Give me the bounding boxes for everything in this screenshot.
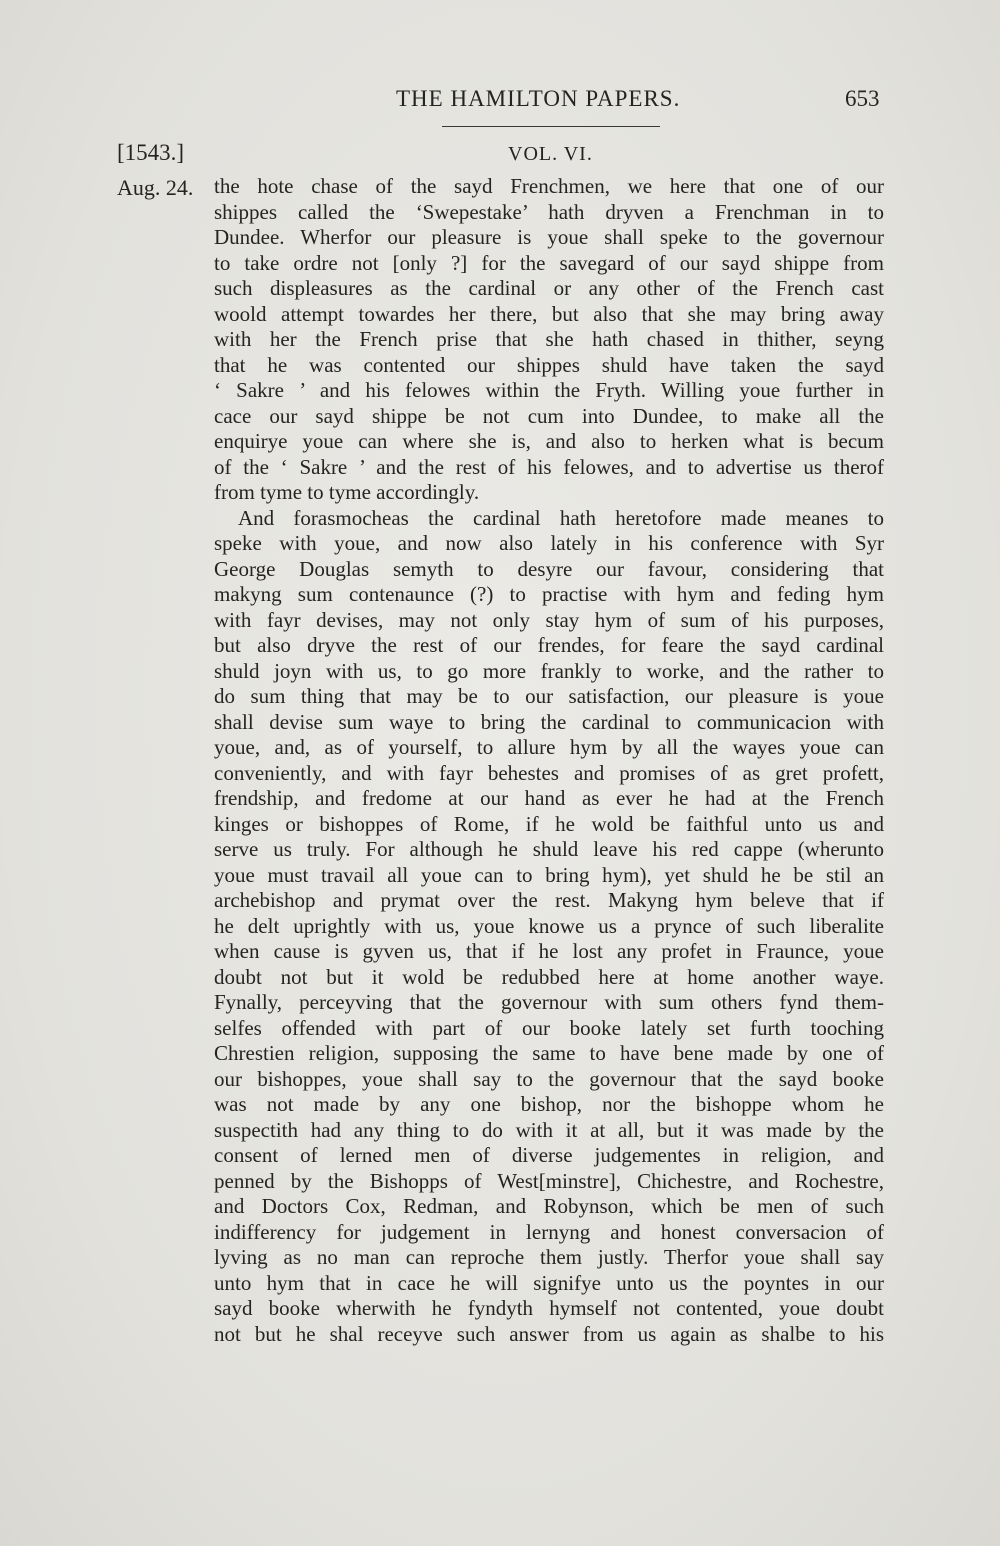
margin-date: Aug. 24. xyxy=(117,175,194,200)
text-line: enquirye youe can where she is, and also to herken what is becum xyxy=(214,429,884,453)
running-title: THE HAMILTON PAPERS. xyxy=(396,86,681,111)
text-line: unto hym that in cace he will signifye unto us the poyntes in our xyxy=(214,1270,884,1295)
body-text xyxy=(214,174,884,1347)
text-line: of the ‘ Sakre ’ and the rest of his felowes, and to advertise us therof xyxy=(214,454,884,479)
text-line: youe must travail all youe can to bring hym), yet shuld he be stil an xyxy=(214,862,884,887)
text-line: cace our sayd shippe be not cum into Dundee, to make all the xyxy=(214,403,884,428)
title-rule xyxy=(442,126,660,127)
text-line: he delt uprightly with us, youe knowe us a prynce of such liberalite xyxy=(214,913,884,938)
text-line: George Douglas semyth to desyre our favour, considering that xyxy=(214,556,884,581)
text-line: serve us truly. For although he shuld leave his red cappe (wherunto xyxy=(214,837,884,861)
volume-heading: VOL. VI. xyxy=(508,143,593,165)
text-line: selfes offended with part of our booke lately set furth tooching xyxy=(214,1015,884,1040)
text-line: such displeasures as the cardinal or any other of the French cast xyxy=(214,276,884,300)
text-line: not but he shal receyve such answer from us again as shalbe to his xyxy=(214,1321,884,1346)
text-line: and Doctors Cox, Redman, and Robynson, which be men of such xyxy=(214,1194,884,1218)
text-line: shuld joyn with us, to go more frankly to worke, and the rather to xyxy=(214,658,884,683)
text-line: makyng sum contenaunce (?) to practise with hym and feding hym xyxy=(214,582,884,606)
text-line: was not made by any one bishop, nor the bishoppe whom he xyxy=(214,1092,884,1116)
text-line: do sum thing that may be to our satisfaction, our pleasure is youe xyxy=(214,684,884,708)
text-line: with fayr devises, may not only stay hym of sum of his purposes, xyxy=(214,607,884,632)
year-heading: [1543.] xyxy=(117,140,185,165)
text-line: sayd booke wherwith he fyndyth hymself not contented, youe doubt xyxy=(214,1296,884,1320)
text-line: from tyme to tyme accordingly. xyxy=(214,480,480,504)
text-line: to take ordre not [only ?] for the savegard of our sayd shippe from xyxy=(214,250,884,275)
text-line: when cause is gyven us, that if he lost any profet in Fraunce, youe xyxy=(214,939,884,963)
text-line: consent of lerned men of diverse judgementes in religion, and xyxy=(214,1143,884,1167)
text-line: but also dryve the rest of our frendes, for feare the sayd cardinal xyxy=(214,633,884,657)
text-line: our bishoppes, youe shall say to the governour that the sayd booke xyxy=(214,1066,884,1091)
text-line: youe, and, as of yourself, to allure hym by all the wayes youe can xyxy=(214,735,884,759)
text-line: kinges or bishoppes of Rome, if he wold be faithful unto us and xyxy=(214,811,884,836)
text-line: Dundee. Wherfor our pleasure is youe shall speke to the governour xyxy=(214,225,884,249)
text-line: speke with youe, and now also lately in his conference with Syr xyxy=(214,531,884,555)
page-number: 653 xyxy=(845,86,880,111)
text-line: penned by the Bishopps of West[minstre], Chichestre, and Rochestre, xyxy=(214,1168,884,1193)
text-line: indifferency for judgement in lernyng and honest conversacion of xyxy=(214,1219,884,1244)
text-line: suspectith had any thing to do with it at all, but it was made by the xyxy=(214,1117,884,1142)
text-line: Fynally, perceyving that the governour with sum others fynd them- xyxy=(214,990,884,1014)
text-line: with her the French prise that she hath chased in thither, seyng xyxy=(214,327,884,351)
text-line: conveniently, and with fayr behestes and promises of as gret profett, xyxy=(214,760,884,785)
text-line: archebishop and prymat over the rest. Makyng hym beleve that if xyxy=(214,888,884,912)
text-line: ‘ Sakre ’ and his felowes within the Fryth. Willing youe further in xyxy=(214,378,884,402)
text-line: And forasmocheas the cardinal hath heretofore made meanes to xyxy=(238,505,884,530)
text-line: Chrestien religion, supposing the same to have bene made by one of xyxy=(214,1041,884,1065)
text-line: doubt not but it wold be redubbed here at home another waye. xyxy=(214,964,884,989)
text-line: lyving as no man can reproche them justly. Therfor youe shall say xyxy=(214,1245,884,1269)
text-line: shall devise sum waye to bring the cardinal to communicacion with xyxy=(214,709,884,734)
text-line: woold attempt towardes her there, but also that she may bring away xyxy=(214,301,884,326)
text-line: the hote chase of the sayd Frenchmen, we here that one of our xyxy=(214,174,884,198)
text-line: frendship, and fredome at our hand as ever he had at the French xyxy=(214,786,884,810)
text-line: that he was contented our shippes shuld have taken the sayd xyxy=(214,352,884,377)
text-line: shippes called the ‘Swepestake’ hath dryven a Frenchman in to xyxy=(214,199,884,224)
